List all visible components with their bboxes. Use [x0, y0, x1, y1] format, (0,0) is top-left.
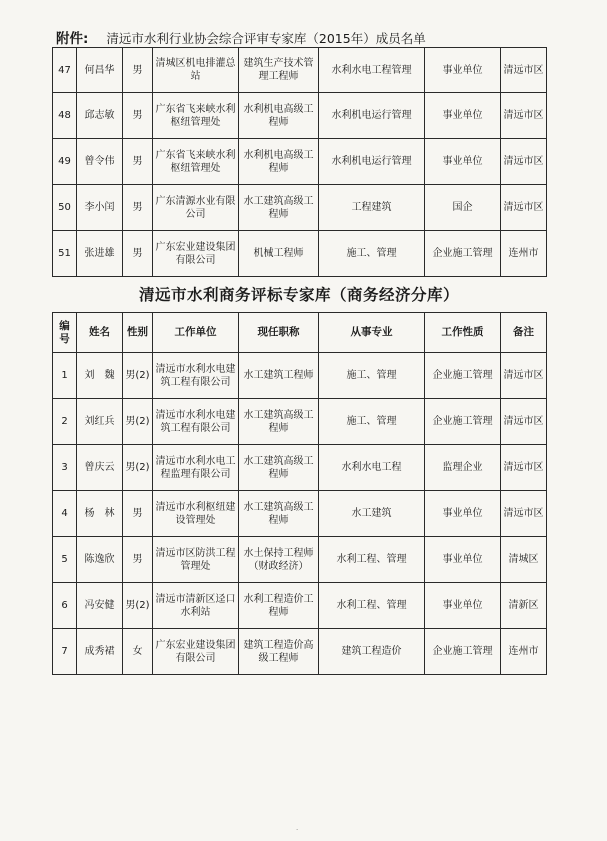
cell-unit: 广东省飞来峡水利枢纽管理处 — [153, 93, 239, 139]
top-table-body — [53, 48, 547, 277]
section-title: 清远市水利商务评标专家库（商务经济分库） — [138, 286, 459, 304]
table-row — [53, 185, 547, 231]
table-row — [53, 583, 547, 629]
table-row — [53, 537, 547, 583]
cell-unit: 广东宏业建设集团有限公司 — [153, 629, 239, 675]
cell-unit: 清远市水利枢纽建设管理处 — [153, 491, 239, 537]
cell-note: 连州市 — [501, 231, 547, 277]
table-row — [53, 353, 547, 399]
cell-sex: 男 — [123, 185, 153, 231]
top-member-table — [52, 47, 547, 277]
table-row — [53, 231, 547, 277]
cell-unit: 清远市区防洪工程管理处 — [153, 537, 239, 583]
cell-name: 张进雄 — [77, 231, 123, 277]
col-header-sex: 性别 — [123, 313, 153, 353]
cell-nature: 事业单位 — [425, 48, 501, 93]
cell-unit: 清远市水利水电建筑工程有限公司 — [153, 399, 239, 445]
col-header-unit: 工作单位 — [153, 313, 239, 353]
cell-unit: 清远市水利水电建筑工程有限公司 — [153, 353, 239, 399]
cell-field: 施工、管理 — [319, 399, 425, 445]
cell-title: 水工建筑高级工程师 — [239, 399, 319, 445]
cell-unit: 广东省飞来峡水利枢纽管理处 — [153, 139, 239, 185]
cell-field: 水利工程、管理 — [319, 537, 425, 583]
cell-name: 何昌华 — [77, 48, 123, 93]
cell-nature: 事业单位 — [425, 537, 501, 583]
cell-sex: 男(2) — [123, 353, 153, 399]
cell-no: 2 — [53, 399, 77, 445]
cell-sex: 男 — [123, 93, 153, 139]
cell-note: 清远市区 — [501, 139, 547, 185]
cell-unit: 清远市清新区迳口水利站 — [153, 583, 239, 629]
cell-title: 水利机电高级工程师 — [239, 139, 319, 185]
cell-name: 冯安健 — [77, 583, 123, 629]
cell-nature: 企业施工管理 — [425, 399, 501, 445]
cell-nature: 国企 — [425, 185, 501, 231]
page-mark: · — [296, 826, 299, 834]
cell-sex: 男 — [123, 231, 153, 277]
col-header-no: 编号 — [53, 313, 77, 353]
table-row — [53, 93, 547, 139]
cell-sex: 男(2) — [123, 445, 153, 491]
cell-unit: 清城区机电排灌总站 — [153, 48, 239, 93]
cell-name: 曾庆云 — [77, 445, 123, 491]
table-row — [53, 48, 547, 93]
cell-no: 48 — [53, 93, 77, 139]
col-header-note: 备注 — [501, 313, 547, 353]
cell-nature: 事业单位 — [425, 139, 501, 185]
cell-nature: 企业施工管理 — [425, 353, 501, 399]
cell-title: 水工建筑高级工程师 — [239, 445, 319, 491]
cell-field: 水利机电运行管理 — [319, 139, 425, 185]
cell-sex: 女 — [123, 629, 153, 675]
cell-field: 施工、管理 — [319, 353, 425, 399]
cell-note: 清远市区 — [501, 48, 547, 93]
cell-sex: 男 — [123, 537, 153, 583]
cell-title: 水工建筑高级工程师 — [239, 185, 319, 231]
col-header-field: 从事专业 — [319, 313, 425, 353]
cell-note: 清远市区 — [501, 491, 547, 537]
cell-name: 刘红兵 — [77, 399, 123, 445]
cell-unit: 广东清源水业有限公司 — [153, 185, 239, 231]
cell-title: 机械工程师 — [239, 231, 319, 277]
cell-field: 水利水电工程 — [319, 445, 425, 491]
cell-name: 杨 林 — [77, 491, 123, 537]
cell-no: 51 — [53, 231, 77, 277]
cell-title: 水利机电高级工程师 — [239, 93, 319, 139]
cell-note: 连州市 — [501, 629, 547, 675]
cell-note: 清远市区 — [501, 93, 547, 139]
cell-no: 47 — [53, 48, 77, 93]
document-title: 清远市水利行业协会综合评审专家库（2015年）成员名单 — [106, 31, 426, 46]
cell-name: 成秀裙 — [77, 629, 123, 675]
table-row — [53, 629, 547, 675]
bottom-table-body — [53, 353, 547, 675]
cell-field: 施工、管理 — [319, 231, 425, 277]
col-header-name: 姓名 — [77, 313, 123, 353]
cell-title: 水工建筑工程师 — [239, 353, 319, 399]
attachment-label: 附件: — [56, 31, 89, 47]
cell-no: 1 — [53, 353, 77, 399]
cell-name: 陈逸欣 — [77, 537, 123, 583]
cell-nature: 企业施工管理 — [425, 629, 501, 675]
cell-no: 4 — [53, 491, 77, 537]
page-header — [56, 27, 576, 47]
cell-field: 建筑工程造价 — [319, 629, 425, 675]
cell-nature: 事业单位 — [425, 93, 501, 139]
cell-title: 水工建筑高级工程师 — [239, 491, 319, 537]
cell-unit: 清远市水利水电工程监理有限公司 — [153, 445, 239, 491]
cell-sex: 男(2) — [123, 399, 153, 445]
cell-note: 清远市区 — [501, 353, 547, 399]
cell-name: 刘 魏 — [77, 353, 123, 399]
cell-note: 清新区 — [501, 583, 547, 629]
table-row — [53, 139, 547, 185]
cell-note: 清远市区 — [501, 445, 547, 491]
cell-no: 6 — [53, 583, 77, 629]
cell-name: 邱志敏 — [77, 93, 123, 139]
cell-nature: 监理企业 — [425, 445, 501, 491]
table-header-row — [53, 313, 547, 353]
cell-nature: 事业单位 — [425, 583, 501, 629]
cell-no: 3 — [53, 445, 77, 491]
cell-field: 水利工程、管理 — [319, 583, 425, 629]
cell-field: 水工建筑 — [319, 491, 425, 537]
table-row — [53, 445, 547, 491]
cell-name: 曾令伟 — [77, 139, 123, 185]
cell-field: 工程建筑 — [319, 185, 425, 231]
cell-no: 5 — [53, 537, 77, 583]
table-row — [53, 491, 547, 537]
cell-sex: 男 — [123, 48, 153, 93]
cell-nature: 企业施工管理 — [425, 231, 501, 277]
col-header-nature: 工作性质 — [425, 313, 501, 353]
cell-sex: 男(2) — [123, 583, 153, 629]
cell-no: 7 — [53, 629, 77, 675]
cell-note: 清远市区 — [501, 399, 547, 445]
cell-title: 水利工程造价工程师 — [239, 583, 319, 629]
cell-field: 水利水电工程管理 — [319, 48, 425, 93]
cell-name: 李小闰 — [77, 185, 123, 231]
cell-nature: 事业单位 — [425, 491, 501, 537]
cell-no: 50 — [53, 185, 77, 231]
cell-title: 建筑工程造价高级工程师 — [239, 629, 319, 675]
table-row — [53, 399, 547, 445]
cell-title: 水土保持工程师（财政经济） — [239, 537, 319, 583]
cell-sex: 男 — [123, 491, 153, 537]
business-expert-table — [52, 312, 547, 675]
cell-note: 清远市区 — [501, 185, 547, 231]
cell-note: 清城区 — [501, 537, 547, 583]
cell-sex: 男 — [123, 139, 153, 185]
col-header-title: 现任职称 — [239, 313, 319, 353]
cell-no: 49 — [53, 139, 77, 185]
cell-title: 建筑生产技术管理工程师 — [239, 48, 319, 93]
cell-unit: 广东宏业建设集团有限公司 — [153, 231, 239, 277]
cell-field: 水利机电运行管理 — [319, 93, 425, 139]
